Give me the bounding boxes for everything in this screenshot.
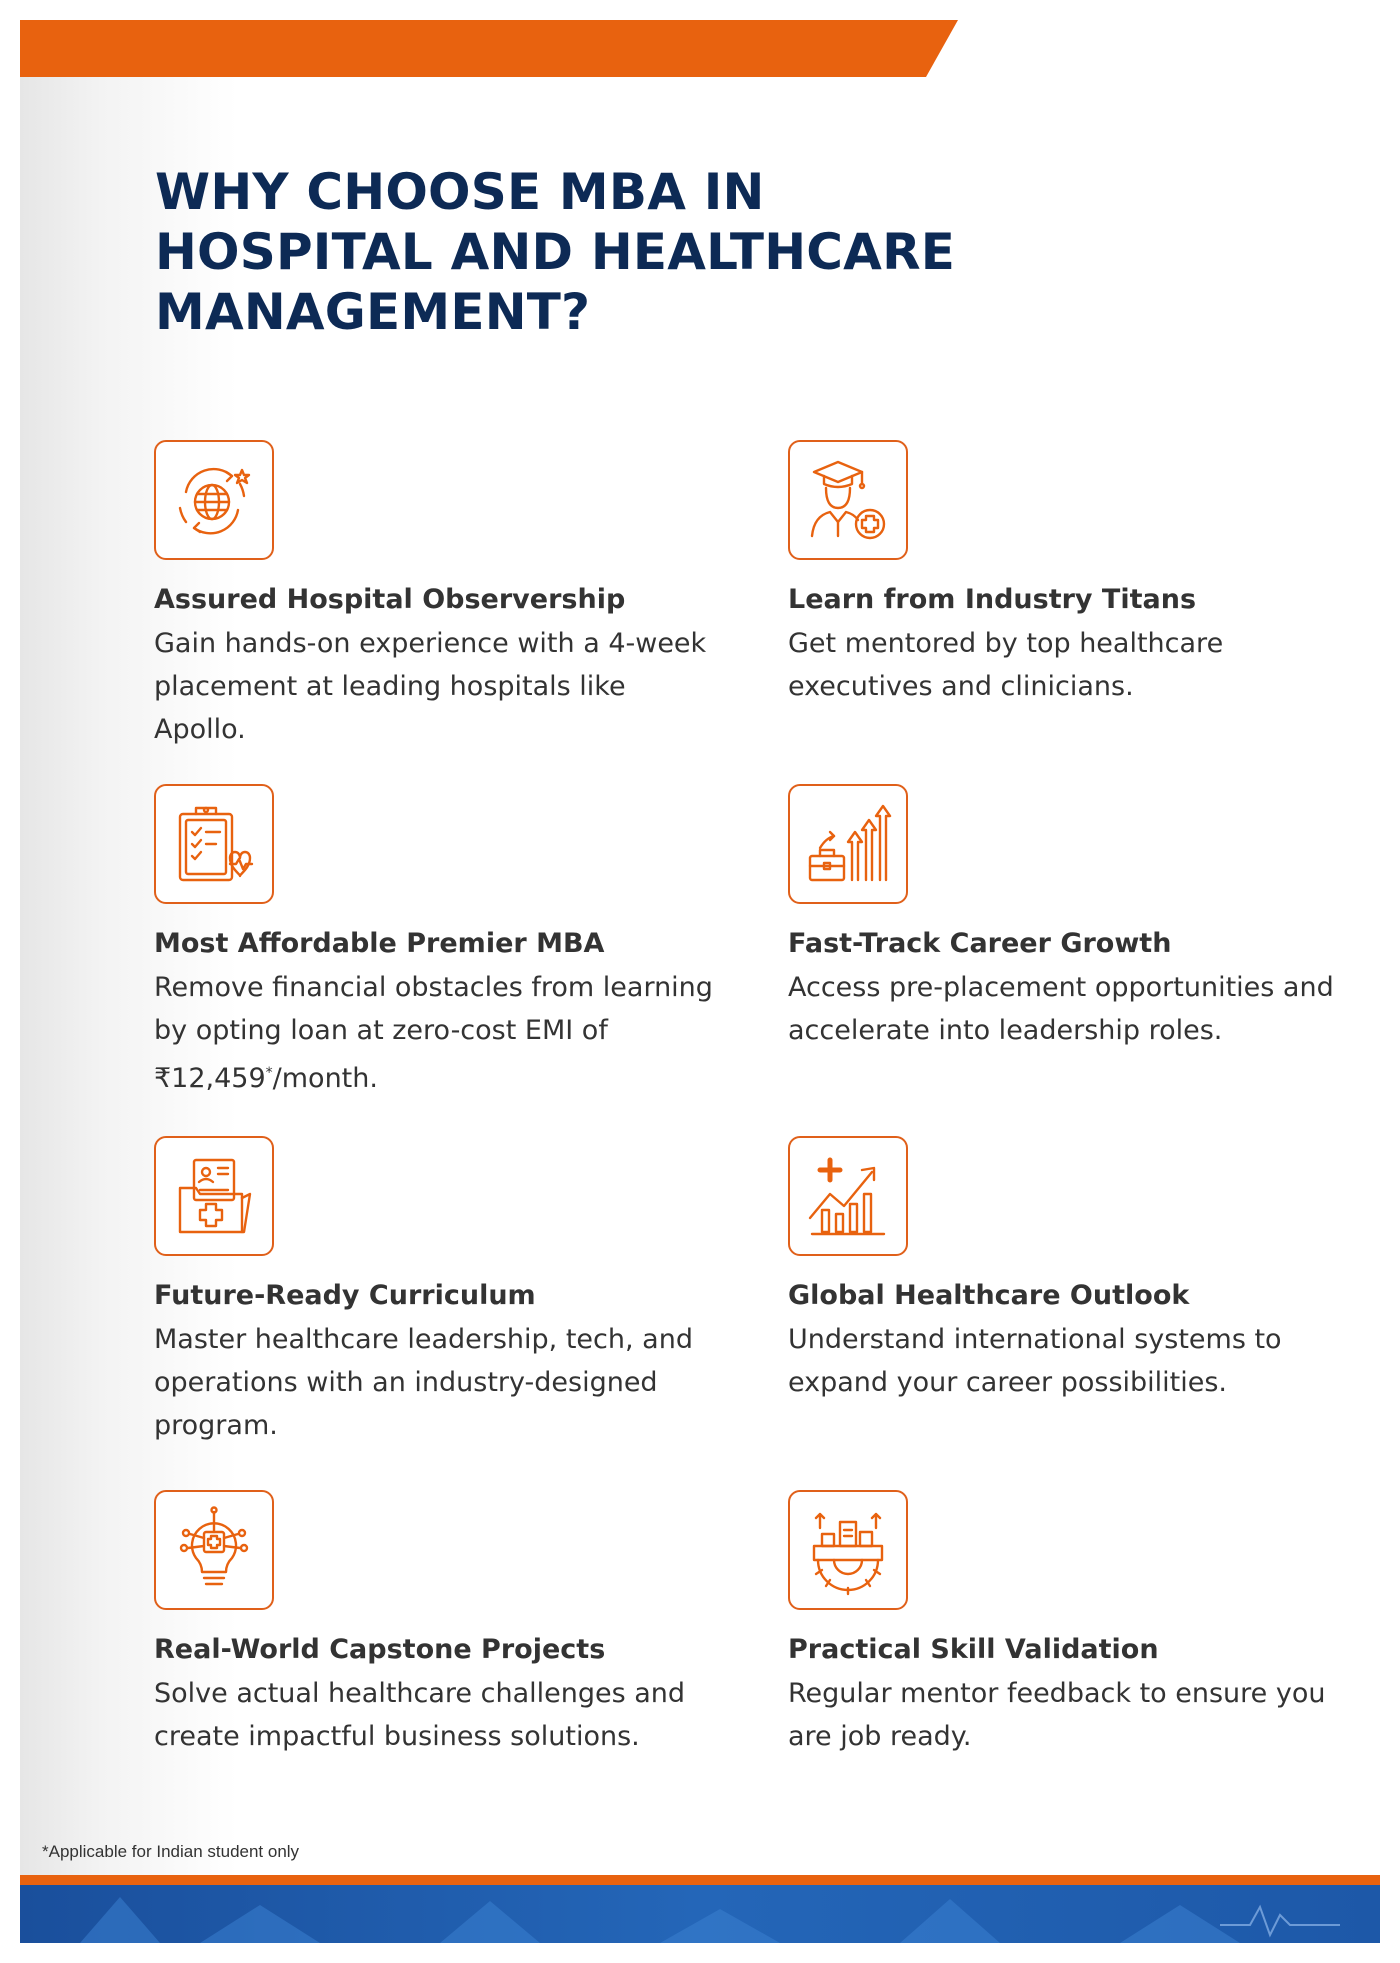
feature-description [154,966,714,1100]
bulb-chip-icon [166,1502,262,1598]
feature-description: Gain hands-on experience with a 4-week placement at leading hospitals like Apollo. [154,628,707,745]
feature-capstone [154,1490,714,1758]
icon-box [154,1136,274,1256]
feature-title: Assured Hospital Observership [154,584,626,615]
emi-text: Remove financial obstacles from learning by opting loan at zero-cost EMI of ₹12,459 [154,972,713,1094]
healthcare-chart-icon [800,1148,896,1244]
globe-rotate-icon [166,452,262,548]
feature-title: Learn from Industry Titans [788,584,1197,615]
feature-description: Access pre-placement opportunities and accelerate into leadership roles. [788,972,1334,1046]
gear-factory-icon [800,1502,896,1598]
icon-box [788,1490,908,1610]
icon-box [154,440,274,560]
feature-industry-titans [788,440,1348,708]
feature-description: Master healthcare leadership, tech, and operations with an industry-designed program. [154,1324,693,1441]
briefcase-growth-icon [800,796,896,892]
feature-title: Future-Ready Curriculum [154,1280,536,1311]
feature-hospital-observership [154,440,714,751]
feature-title: Practical Skill Validation [788,1634,1159,1665]
feature-affordable-mba [154,784,714,1100]
top-accent-bar [20,20,1380,77]
icon-box [788,1136,908,1256]
feature-description: Regular mentor feedback to ensure you are job ready. [788,1678,1326,1752]
feature-global-outlook [788,1136,1348,1404]
emi-asterisk: * [265,1065,273,1081]
footnote: *Applicable for Indian student only [42,1842,300,1861]
emi-suffix: /month. [272,1063,378,1094]
icon-box [154,784,274,904]
medical-folder-icon [166,1148,262,1244]
feature-title: Real-World Capstone Projects [154,1634,606,1665]
feature-title: Most Affordable Premier MBA [154,928,605,959]
title-line-3: MANAGEMENT? [155,283,591,341]
bottom-decorative-band [20,1875,1380,1943]
feature-description: Get mentored by top healthcare executives and clinicians. [788,628,1224,702]
feature-title: Global Healthcare Outlook [788,1280,1190,1311]
feature-title: Fast-Track Career Growth [788,928,1172,959]
icon-box [154,1490,274,1610]
title-line-2: HOSPITAL AND HEALTHCARE [155,223,956,281]
brochure-page [20,20,1380,1943]
icon-box [788,440,908,560]
title-line-1: WHY CHOOSE MBA IN [155,163,765,221]
clipboard-heart-icon [166,796,262,892]
feature-description: Understand international systems to expand your career possibilities. [788,1324,1282,1398]
graduate-medical-icon [800,452,896,548]
feature-career-growth [788,784,1348,1052]
feature-skill-validation [788,1490,1348,1758]
feature-description: Solve actual healthcare challenges and create impactful business solutions. [154,1678,686,1752]
icon-box [788,784,908,904]
feature-curriculum [154,1136,714,1447]
page-title [155,162,1055,342]
